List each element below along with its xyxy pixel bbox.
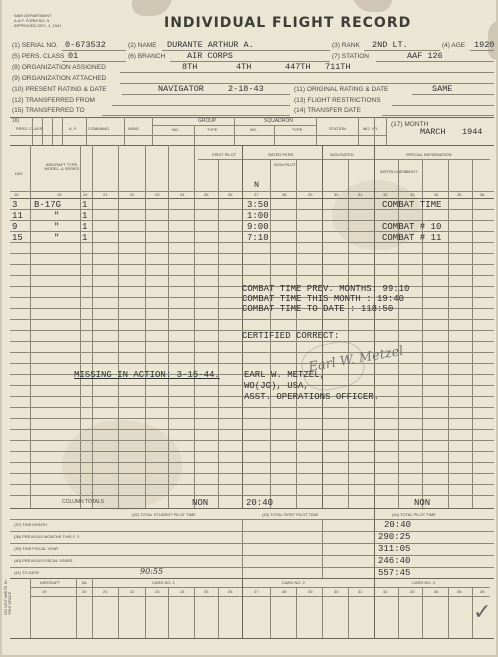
card-3-header: CARD NO. 3 — [412, 580, 435, 585]
group-type-header: TYPE — [207, 127, 218, 132]
day-header: DAY — [15, 171, 23, 176]
org-assigned-label: (8) ORGANIZATION ASSIGNED — [12, 64, 106, 71]
student-pilot-time-label: (42) TOTAL STUDENT PILOT TIME — [132, 512, 196, 517]
transferred-to-label: (15) TRANSFERRED TO — [12, 107, 85, 114]
officer-title: ASST. OPERATIONS OFFICER. — [244, 392, 380, 402]
rank-label: (3) RANK — [332, 42, 360, 49]
missing-in-action: MISSING IN ACTION: 3-15-44. — [74, 370, 220, 380]
squadron-type-header: TYPE — [292, 127, 303, 132]
org-attached-label: (9) ORGANIZATION ATTACHED — [12, 75, 107, 82]
column-totals-label: COLUMN TOTALS — [62, 499, 104, 505]
original-rating-label: (11) ORIGINAL RATING & DATE — [294, 86, 389, 93]
branch-label: (6) BRANCH — [128, 53, 166, 60]
previous-months-value: 290:25 — [378, 532, 411, 542]
first-pilot-time-label: (43) TOTAL FIRST PILOT TIME — [262, 512, 319, 517]
previous-months-label: (38) PREVIOUS MONTHS THIS F. Y. — [14, 534, 81, 539]
pers-class-label: (5) PERS. CLASS — [12, 53, 65, 60]
squadron-header: SQUADRON — [264, 118, 293, 124]
officer-rank: WO(JG), USA, — [244, 381, 309, 391]
name-label: (2) NAME — [128, 42, 157, 49]
form-title: INDIVIDUAL FLIGHT RECORD — [164, 15, 412, 31]
this-month-label: (37) THIS MONTH — [14, 522, 48, 527]
rating-date-value: 2-18-43 — [228, 84, 264, 94]
department-label: WAR DEPARTMENT — [14, 13, 52, 18]
flight-record-form: WAR DEPARTMENT A.A.F. FORM NO. 5 APPROVED DEC. 1, 1941 INDIVIDUAL FLIGHT RECORD (1) SERIAL NO. 0-673532 (2) NAME DURANTE ARTHUR A. (3) RANK 2ND LT. (4) AGE 1920 (5) PERS. CLASS 01 (6) BRANCH AIR CORPS (7) STATION AAF 126 (8) ORGANIZATION ASSIGNED 8TH 4TH 447TH 711TH (9) ORGANIZATION ATTACHED (10) PRESENT RATING & DATE NAVIGATOR 2-18-43 (11) ORIGINAL RATING & DATE SAME (12) TRANSFERRED FROM (13) FLIGHT RESTRICTIONS (15) TRANSFERRED TO (14) TRANSFER DATE 16) GROUP SQUADRON PERS. CLASS A. F. COMMAND WING NO. TYPE NO. TYPE STATION MO. YR. (17) MONTH MARCH 1944 FIRST PILOT RATED PERS. NON-RATED SPECIAL INFORMATION NON-PILOT DAY AIRCRAFT TYPE, MODEL, & SERIES INSTRU-MENT NIGHT N 18 19 20 21 22 23 24 25 26 27 28 29 30 31 32 33 34 35 36 3 B-17G 1 3:50 COMBAT TIME 11 " 1 1:00 9 " 1 9:00 COMBAT # 10 15 " 1 7:10 COMBAT # 11 COMBAT TIME PREV. MONTHS: 99:10 COMBAT TIME THIS MONTH : 19:40 COMBAT TIME TO DATE : 118:50 CERTIFIED CORRECT: Earl W. Metzel MISSING IN ACTION: 3-15-44. EARL W. METZEL, WO(JG), USA, ASST. OPERATIONS OFFICER. COLUMN TOTALS NON 20:40 NON (42) TOTAL STUDENT PILOT TIME (43) TOTAL FIRST PILOT TIME (44) TOTAL PILOT TIME (37) THIS MONTH 20:40 (38) PREVIOUS MONTHS THIS F. Y. 290:25 (39) THIS FISCAL YEAR 311:05 (40) PREVIOUS FISCAL YEARS 246:40 (41) TO DATE 90:55 557:45 AIRCRAFT NL CARD NO. 1 CARD NO. 2 CARD NO. 3 19 20 21 22 23 24 25 26 27 28 29 30 31 32 33 34 35 36 DO NOT WRITE IN THIS SPACE ✓ — [2, 0, 496, 655]
month-label: (17) MONTH — [391, 121, 429, 128]
torn-edge — [132, 0, 172, 16]
pers-class-value: 01 — [68, 51, 79, 61]
certified-correct: CERTIFIED CORRECT: — [242, 331, 340, 341]
checkmark-icon: ✓ — [473, 600, 492, 625]
original-rating-value: SAME — [432, 84, 453, 94]
month-value: MARCH — [420, 127, 446, 137]
flight-restrictions-label: (13) FLIGHT RESTRICTIONS — [294, 97, 381, 104]
to-date-label: (41) TO DATE — [14, 570, 40, 575]
student-total-value: NON — [192, 498, 209, 508]
fiscal-year-label: (39) THIS FISCAL YEAR — [14, 546, 59, 551]
fiscal-year-value: 311:05 — [378, 544, 411, 554]
this-month-value: 20:40 — [384, 520, 412, 530]
torn-edge — [352, 0, 392, 12]
card-2-header: CARD NO. 2 — [282, 580, 305, 585]
instrument-header: INSTRU-MENT — [380, 169, 408, 174]
squadron-no-header: NO. — [250, 127, 258, 132]
age-value: 1920 — [474, 40, 495, 50]
previous-fiscal-value: 246:40 — [378, 556, 411, 566]
rated-pers-header: RATED PERS. — [268, 152, 295, 157]
cards-nl-header: NL — [82, 580, 88, 585]
group-no-header: NO. — [172, 127, 180, 132]
branch-value: AIR CORPS — [187, 51, 233, 61]
combat-time-prev: COMBAT TIME PREV. MONTHS: 99:10 — [242, 284, 410, 294]
rank-value: 2ND LT. — [372, 40, 408, 50]
combat-time-month: COMBAT TIME THIS MONTH : 19:40 — [242, 294, 405, 304]
form-number: A.A.F. FORM NO. 5 — [14, 18, 50, 23]
year-value: 1944 — [462, 127, 483, 137]
cards-aircraft-header: AIRCRAFT — [40, 580, 60, 585]
moyr-header: MO. YR. — [363, 126, 379, 131]
night-header: NIGHT — [405, 169, 418, 174]
transferred-from-label: (12) TRANSFERRED FROM — [12, 97, 95, 104]
org-wing: 447TH — [285, 62, 311, 72]
station-value: AAF 126 — [407, 51, 443, 61]
serial-label: (1) SERIAL NO. — [12, 42, 58, 49]
aircraft-header: AIRCRAFT TYPE, MODEL, & SERIES — [44, 162, 80, 171]
card-1-header: CARD NO. 1 — [152, 580, 175, 585]
combat-time-to-date: COMBAT TIME TO DATE : 118:50 — [242, 304, 394, 314]
group-header: GROUP — [198, 118, 217, 124]
rating-label: (10) PRESENT RATING & DATE — [12, 86, 107, 93]
station-label: (7) STATION — [332, 53, 369, 60]
pilot-total-value: NON — [414, 498, 431, 508]
rating-value: NAVIGATOR — [158, 84, 204, 94]
first-pilot-header: FIRST PILOT — [212, 152, 237, 157]
signature: Earl W. Metzel — [307, 343, 405, 376]
name-value: DURANTE ARTHUR A. — [167, 40, 254, 50]
non-pilot-header: NON-PILOT — [274, 162, 296, 167]
to-date-value: 557:45 — [378, 568, 411, 578]
special-info-header: SPECIAL INFORMATION — [406, 152, 452, 157]
previous-fiscal-label: (40) PREVIOUS FISCAL YEARS — [14, 558, 73, 563]
to-date-handwritten: 90:55 — [140, 567, 164, 576]
org-squadron: 711TH — [325, 62, 351, 72]
approval-date: APPROVED DEC. 1, 1941 — [14, 23, 62, 28]
age-label: (4) AGE — [442, 42, 466, 49]
pilot-time-label: (44) TOTAL PILOT TIME — [392, 512, 436, 517]
first-pilot-total-value: 20:40 — [246, 498, 274, 508]
do-not-write-note: DO NOT WRITE IN THIS SPACE — [3, 580, 12, 615]
org-command: 4TH — [236, 62, 252, 72]
serial-value: 0-673532 — [65, 40, 106, 50]
officer-name: EARL W. METZEL, — [244, 370, 326, 380]
transfer-date-label: (14) TRANSFER DATE — [294, 107, 361, 114]
station-col-header: STATION — [329, 126, 346, 131]
org-air-force: 8TH — [182, 62, 198, 72]
non-rated-header: NON-RATED — [330, 152, 354, 157]
